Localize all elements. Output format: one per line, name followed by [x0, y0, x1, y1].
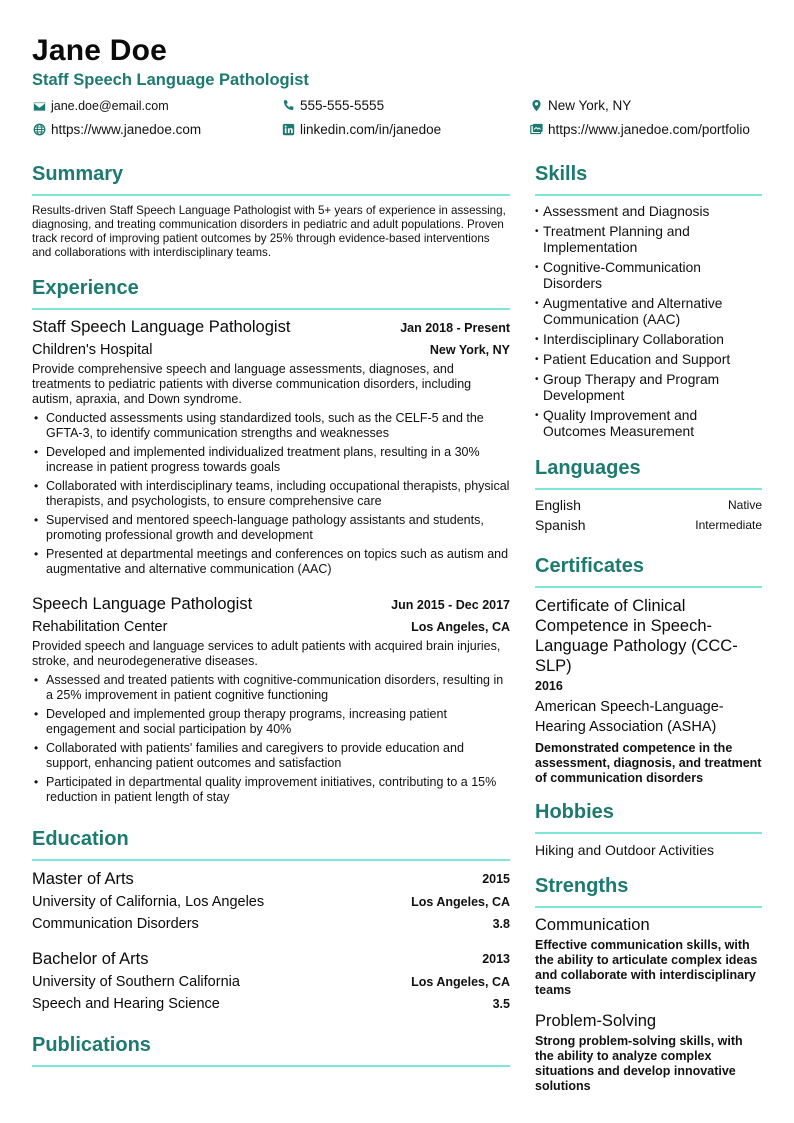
strength-description: Strong problem-solving skills, with the ability to analyze complex situations and develop innovative solutions — [535, 1034, 743, 1093]
experience-item — [32, 318, 510, 581]
job-description: Provided speech and language services to adult patients with acquired brain injuries, stroke, and neurodegenerative diseases. — [32, 639, 501, 668]
list-item: • Conducted assessments using standardized tools, such as the CELF-5 and the GFTA-3, to identify communication strengths and weaknesses — [32, 411, 510, 441]
list-item: • Assessed and treated patients with cognitive-communication disorders, resulting in a 25% improvement in patient cognitive functioning — [32, 673, 510, 703]
portfolio-icon — [529, 123, 543, 137]
experience-item — [32, 595, 510, 809]
skill-item: • Assessment and Diagnosis — [535, 204, 762, 220]
summary-heading: Summary — [32, 163, 124, 185]
education-year: 2015 — [482, 872, 510, 887]
strengths-section — [535, 875, 762, 908]
skill-item: • Group Therapy and Program Development — [535, 372, 762, 404]
education-heading: Education — [32, 828, 129, 850]
linkedin-icon — [281, 123, 295, 137]
candidate-role: Staff Speech Language Pathologist — [32, 71, 309, 89]
certificate-item — [535, 596, 762, 786]
strength-title: Communication — [535, 916, 650, 934]
field-of-study: Communication Disorders — [32, 916, 199, 933]
job-title: Staff Speech Language Pathologist — [32, 318, 291, 336]
job-bullets — [32, 673, 510, 805]
job-description: Provide comprehensive speech and language assessments, diagnoses, and treatments to pediatric patients with diverse communication disorders, including autism, apraxia, and Down syndrome. — [32, 362, 472, 406]
education-location: Los Angeles, CA — [411, 974, 510, 989]
summary-text: Results-driven Staff Speech Language Pathologist with 5+ years of experience in assessing, diagnosing, and treating communication disorders in pediatric and adult populations. Proven track record of improving patient outcomes by 25% through evidence-based interventions and collaborations with interdisciplinary teams. — [32, 204, 506, 259]
language-level: Native — [727, 498, 762, 512]
skills-list — [535, 204, 762, 444]
contact-location — [529, 98, 631, 113]
skill-item: • Cognitive-Communication Disorders — [535, 260, 762, 292]
list-item: • Developed and implemented individualized treatment plans, resulting in a 30% increase in patient progress towards goals — [32, 445, 510, 475]
contact-linkedin-text: linkedin.com/in/janedoe — [300, 122, 442, 137]
experience-heading: Experience — [32, 277, 139, 299]
location-icon — [529, 99, 543, 113]
hobbies-section — [535, 801, 762, 834]
section-divider — [32, 859, 510, 861]
school: University of Southern California — [32, 973, 240, 990]
school: University of California, Los Angeles — [32, 893, 265, 910]
job-bullets — [32, 411, 510, 577]
list-item: • Developed and implemented group therapy programs, increasing patient engagement and social participation by 40% — [32, 707, 510, 737]
contact-phone[interactable] — [281, 98, 384, 113]
list-item: • Supervised and mentored speech-language pathology assistants and students, promoting professional growth and development — [32, 513, 510, 543]
publications-heading: Publications — [32, 1034, 151, 1056]
phone-icon — [281, 99, 295, 113]
skills-heading: Skills — [535, 163, 588, 185]
section-divider — [32, 194, 510, 196]
language-item — [535, 517, 762, 533]
contact-website[interactable] — [32, 122, 201, 137]
list-item: • Collaborated with interdisciplinary teams, including occupational therapists, physical therapists, and psychologists, to ensure comprehensive care — [32, 479, 510, 509]
experience-section — [32, 277, 510, 310]
education-item — [32, 948, 510, 1016]
strength-item — [535, 1012, 762, 1094]
contact-portfolio-text: https://www.janedoe.com/portfolio — [548, 122, 750, 137]
certificate-year: 2016 — [535, 679, 563, 693]
languages-section — [535, 457, 762, 490]
gpa: 3.5 — [492, 997, 510, 1012]
job-org: Children's Hospital — [32, 342, 153, 358]
skill-item: • Treatment Planning and Implementation — [535, 224, 762, 256]
contact-email[interactable] — [32, 99, 169, 113]
email-icon — [32, 99, 46, 113]
education-item — [32, 868, 510, 936]
skill-item: • Interdisciplinary Collaboration — [535, 332, 762, 348]
candidate-name: Jane Doe — [32, 34, 167, 67]
education-section — [32, 828, 510, 861]
section-divider — [535, 906, 762, 908]
section-divider — [32, 1065, 510, 1067]
list-item: • Presented at departmental meetings and conferences on topics such as autism and augmentative and alternative communication (AAC) — [32, 547, 510, 577]
contact-website-text: https://www.janedoe.com — [51, 122, 202, 137]
language-item — [535, 497, 762, 513]
skill-item: • Patient Education and Support — [535, 352, 762, 368]
strength-description: Effective communication skills, with the ability to articulate complex ideas and collaborate with interdisciplinary teams — [535, 938, 758, 997]
section-divider — [32, 308, 510, 310]
education-location: Los Angeles, CA — [411, 894, 510, 909]
degree: Bachelor of Arts — [32, 949, 149, 968]
certificate-title: Certificate of Clinical Competence in Speech-Language Pathology (CCC-SLP) — [535, 597, 738, 675]
languages-heading: Languages — [535, 457, 641, 479]
strengths-heading: Strengths — [535, 875, 629, 897]
summary-section — [32, 163, 510, 196]
skill-item: • Quality Improvement and Outcomes Measurement — [535, 408, 762, 440]
hobby-item: Hiking and Outdoor Activities — [535, 842, 714, 858]
publications-section — [32, 1034, 510, 1067]
job-org: Rehabilitation Center — [32, 619, 168, 635]
gpa: 3.8 — [492, 917, 510, 932]
certificate-description: Demonstrated competence in the assessment, diagnosis, and treatment of communication disorders — [535, 741, 762, 785]
hobbies-heading: Hobbies — [535, 801, 614, 823]
section-divider — [535, 832, 762, 834]
certificates-section — [535, 555, 762, 588]
certificates-heading: Certificates — [535, 555, 644, 577]
skill-item: • Augmentative and Alternative Communication (AAC) — [535, 296, 762, 328]
field-of-study: Speech and Hearing Science — [32, 996, 220, 1013]
section-divider — [535, 586, 762, 588]
education-year: 2013 — [482, 952, 510, 967]
contact-portfolio[interactable] — [529, 122, 750, 137]
section-divider — [535, 194, 762, 196]
skills-section — [535, 163, 762, 196]
contact-location-text: New York, NY — [548, 98, 632, 113]
section-divider — [535, 488, 762, 490]
contact-phone-text: 555-555-5555 — [300, 98, 385, 113]
globe-icon — [32, 123, 46, 137]
language-name: Spanish — [535, 517, 586, 533]
job-dates: Jun 2015 - Dec 2017 — [391, 598, 510, 612]
job-location: Los Angeles, CA — [411, 620, 510, 634]
job-dates: Jan 2018 - Present — [400, 321, 510, 335]
contact-linkedin[interactable] — [281, 122, 441, 137]
contact-email-text: jane.doe@email.com — [51, 99, 169, 113]
job-location: New York, NY — [429, 343, 510, 357]
language-name: English — [535, 497, 581, 513]
list-item: • Participated in departmental quality improvement initiatives, contributing to a 15% reduction in patient length of stay — [32, 775, 510, 805]
certificate-issuer: American Speech-Language-Hearing Association (ASHA) — [535, 699, 724, 735]
list-item: • Collaborated with patients' families and caregivers to provide education and support, enhancing patient outcomes and satisfaction — [32, 741, 510, 771]
job-title: Speech Language Pathologist — [32, 595, 253, 613]
language-level: Intermediate — [695, 518, 762, 532]
strength-title: Problem-Solving — [535, 1012, 657, 1030]
degree: Master of Arts — [32, 869, 134, 888]
strength-item — [535, 916, 762, 998]
